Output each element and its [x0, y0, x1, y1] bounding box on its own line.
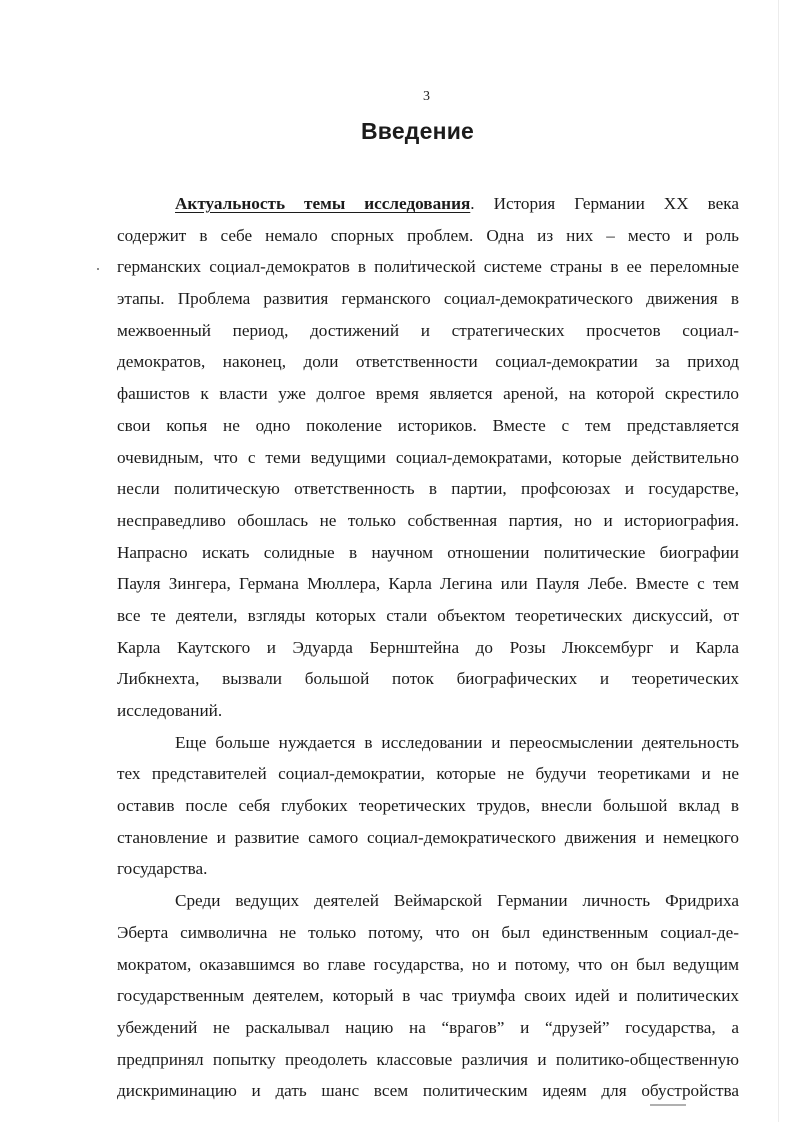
paragraph-3-line: Среди ведущих деятелей Веймарской Германии личность Фридриха	[175, 891, 739, 911]
paragraph-1-line: несли политическую ответственность в партии, профсоюзах и государстве,	[117, 479, 739, 499]
paragraph-3-line: дискриминацию и дать шанс всем политическим идеям для обустройства	[117, 1081, 739, 1101]
scan-edge-line	[778, 0, 779, 1122]
paragraph-1-line: Напрасно искать солидные в научном отношении политические биографии	[117, 542, 739, 562]
section-lead: Актуальность темы исследования	[175, 194, 471, 213]
paragraph-2-line: становление и развитие самого социал-демократического движения и немецкого	[117, 827, 739, 847]
paragraph-1-line: несправедливо обошлась не только собственная партия, но и историография.	[117, 510, 739, 530]
paragraph-1-line: Пауля Зингера, Германа Мюллера, Карла Легина или Пауля Лебе. Вместе с тем	[117, 574, 739, 594]
paragraph-3-line: государственным деятелем, который в час триумфа своих идей и политических	[117, 986, 739, 1006]
paragraph-1-line: очевидным, что с теми ведущими социал-демократами, которые действительно	[117, 447, 739, 467]
paragraph-1-line: Либкнехта, вызвали большой поток биографических и теоретических	[117, 669, 739, 689]
paragraph-2-line: тех представителей социал-демократии, которые не будучи теоретиками и не	[117, 764, 739, 784]
document-body	[117, 188, 739, 1107]
paragraph-2-line: оставив после себя глубоких теоретических трудов, внесли большой вклад в	[117, 796, 739, 816]
paragraph-1-line: демократов, наконец, доли ответственности социал-демократии за приход	[117, 352, 739, 372]
paragraph-1-line: содержит в себе немало спорных проблем. Одна из них – место и роль	[117, 225, 739, 245]
paragraph-1-lead-tail: . История Германии XX века	[470, 194, 739, 213]
paragraph-3-line: предпринял попытку преодолеть классовые различия и политико-общественную	[117, 1049, 739, 1069]
paragraph-1-line: этапы. Проблема развития германского социал-демократического движения в	[117, 289, 739, 309]
paragraph-3-line: Эберта символична не только потому, что он был единственным социал-де-	[117, 922, 739, 942]
page-title: Введение	[360, 118, 475, 144]
page-number: 3	[423, 89, 430, 104]
paragraph-1-line: Карла Каутского и Эдуарда Бернштейна до Розы Люксембург и Карла	[117, 637, 739, 657]
paragraph-1-line: свои копья не одно поколение историков. Вместе с тем представляется	[117, 415, 739, 435]
paragraph-1-line: все те деятели, взгляды которых стали объектом теоретических дискуссий, от	[117, 605, 739, 625]
paragraph-1-line: германских социал-демократов в политической системе страны в ее переломные	[117, 257, 739, 277]
paragraph-2-line: Еще больше нуждается в исследовании и переосмыслении деятельность	[175, 732, 739, 752]
scan-speck	[97, 268, 99, 270]
paragraph-1-line: межвоенный период, достижений и стратегических просчетов социал-	[117, 320, 739, 340]
paragraph-3-line: мократом, оказавшимся во главе государства, но и потому, что он был ведущим	[117, 954, 739, 974]
paragraph-1-line	[117, 188, 739, 220]
paragraph-2-last-line: государства.	[117, 859, 208, 879]
paragraph-1-line: фашистов к власти уже долгое время является ареной, на которой скрестило	[117, 384, 739, 404]
paragraph-1-last-line: исследований.	[117, 701, 223, 720]
paragraph-3-line: убеждений не раскалывал нацию на “врагов” и “друзей” государства, а	[117, 1017, 739, 1037]
